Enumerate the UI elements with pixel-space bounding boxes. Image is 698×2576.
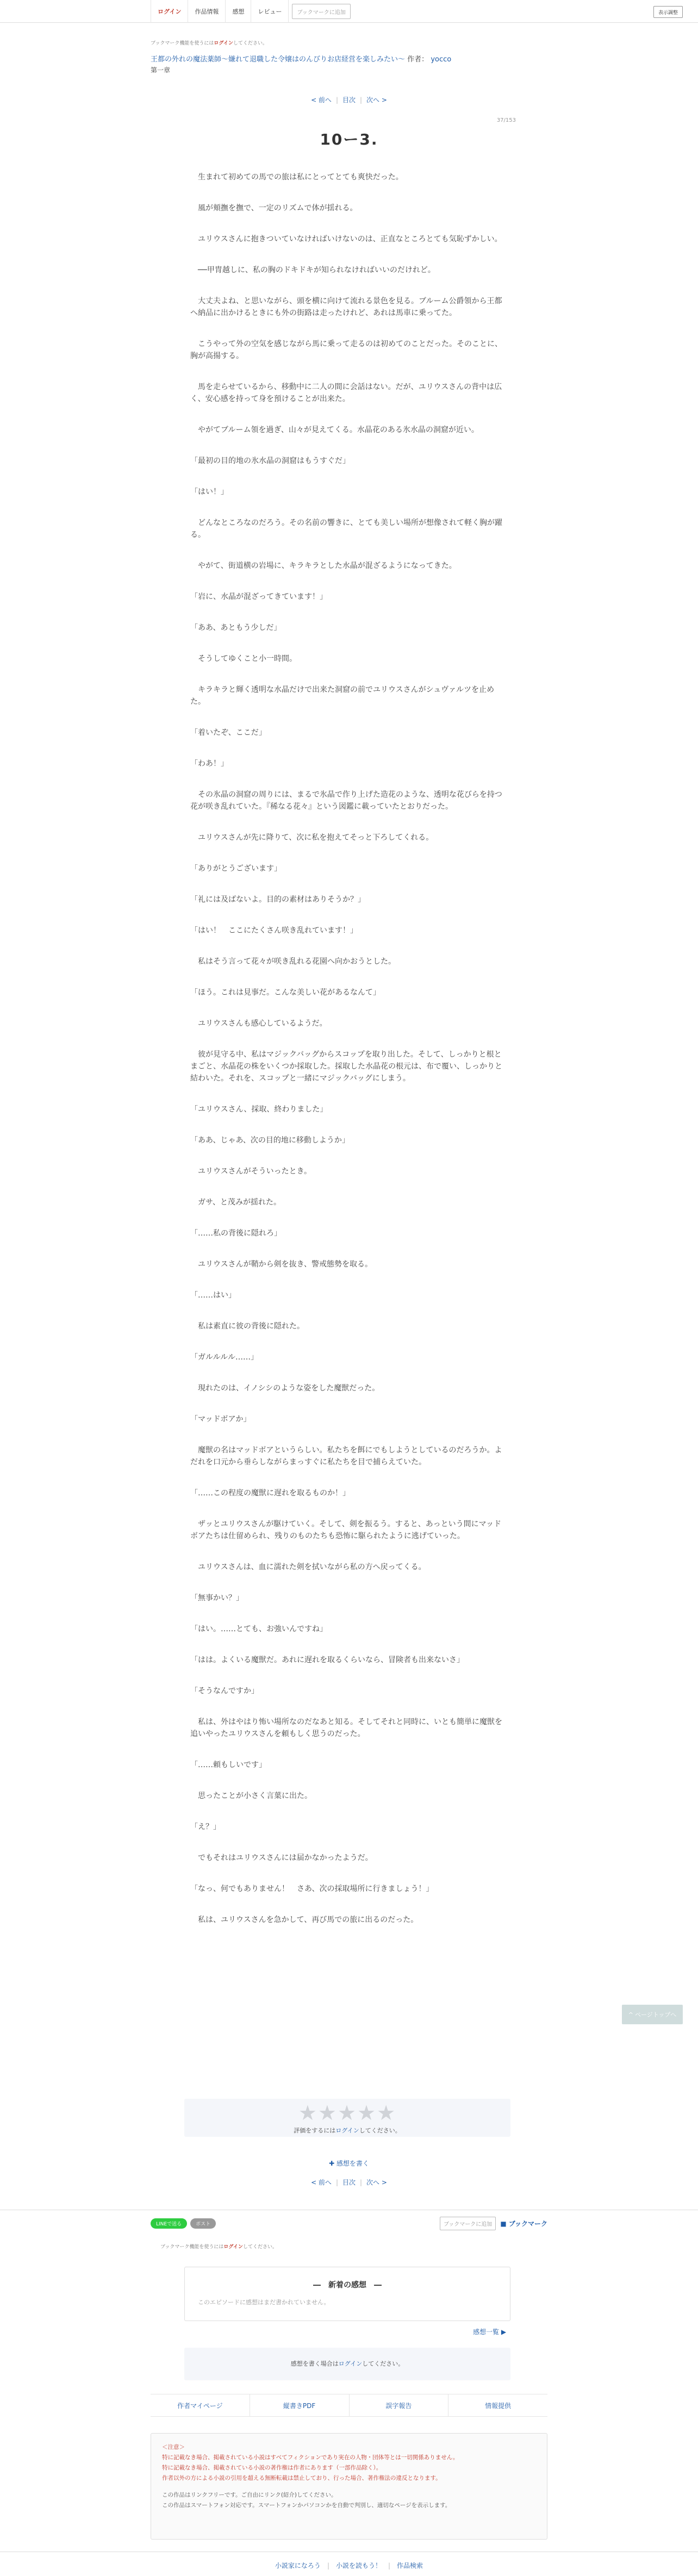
chevron-up-icon: ^ <box>628 2011 633 2018</box>
author-label: 作者： <box>407 55 429 64</box>
rev-link[interactable]: レビュー <box>251 0 289 23</box>
body-paragraph: ──甲冑越しに、私の胸のドキドキが知られなければいいのだけれど。 <box>190 266 435 275</box>
new-reviews-box <box>184 2267 510 2321</box>
body-paragraph: 「ああ、あともう少しだ」 <box>190 623 282 632</box>
next-link[interactable]: 次へ > <box>366 96 387 104</box>
review-login-box: 感想を書く場合はログインしてください。 <box>184 2348 510 2380</box>
novel-body <box>190 171 508 1945</box>
body-paragraph: でもそれはユリウスさんには届かなかったようだ。 <box>190 1854 373 1862</box>
body-paragraph: 魔獣の名はマッドボアというらしい。私たちを餌にでもしようとしているのだろうか。よだれを口元から垂らしながらまっすぐに私たちを目で捕らえていた。 <box>190 1446 502 1467</box>
x-post-button[interactable]: ポスト <box>190 2218 216 2229</box>
bookmark-login-notice: ブックマーク機能を使うにはログインしてください。 <box>151 41 267 46</box>
body-paragraph: ユリウスさんが鞘から剣を抜き、警戒態勢を取る。 <box>190 1260 373 1269</box>
chapter-label: 第一章 <box>151 66 171 74</box>
body-paragraph: 「着いたぞ、ここだ」 <box>190 728 266 737</box>
body-paragraph: その氷晶の洞窟の周りには、まるで氷晶で作り上げた造花のような、透明な花びらを持つ花が咲き乱れていた。『稀なる花々』という図鑑に載っていたとおりだった。 <box>190 790 502 811</box>
body-paragraph: ユリウスさんが先に降りて、次に私を抱えてそっと下ろしてくれる。 <box>190 833 434 842</box>
body-paragraph: 「ガルルルル……」 <box>190 1353 258 1362</box>
body-paragraph: ユリウスさんに抱きついていなければいけないのは、正直なところとても気恥ずかしい。 <box>190 235 502 244</box>
pager-top: < 前へ | 目次 | 次へ > <box>311 96 387 104</box>
body-paragraph: ガサ、と茂みが揺れた。 <box>190 1198 282 1207</box>
body-paragraph: こうやって外の空気を感じながら馬に乗って走るのは初めてのことだった。そのことに、胸が高揚する。 <box>190 340 502 360</box>
body-paragraph: ザッとユリウスさんが駆けていく。そして、剣を振るう。すると、あっという間にマッドボアたちは仕留められ、残りのものたちも恐怖に駆られたように逃げていった。 <box>190 1520 502 1540</box>
body-paragraph: 「岩に、水晶が混ざってきています！」 <box>190 592 327 601</box>
new-reviews-heading: ― 新着の感想 ― <box>313 2281 382 2290</box>
caution-title: ＜注意＞ <box>162 2444 185 2450</box>
body-paragraph: 「なっ、何でもありません！ さあ、次の採取場所に行きましょう！」 <box>190 1885 434 1893</box>
vertical-pdf-link[interactable]: 縦書きPDF <box>250 2394 350 2416</box>
caution-line: 特に記載なき場合、掲載されている小説はすべてフィクションであり実在の人物・団体等とは一切関係ありません。 <box>162 2454 459 2461</box>
notice-login-link[interactable]: ログイン <box>214 41 233 46</box>
body-paragraph: どんなところなのだろう。その名前の響きに、とても美しい場所が想像されて軽く胸が躍る。 <box>190 519 502 539</box>
author-link[interactable]: yocco <box>431 55 452 64</box>
share-row <box>151 2216 547 2231</box>
body-paragraph: 「マッドボアか」 <box>190 1415 251 1424</box>
prev-link[interactable]: < 前へ <box>311 96 332 104</box>
review-list-link[interactable]: 感想一覧 ▶ <box>473 2328 507 2336</box>
novel-header <box>151 39 547 149</box>
body-paragraph: 「はい。……とても、お強いんですね」 <box>190 1625 327 1633</box>
yomou-link[interactable]: 小説を読もう！ <box>335 2562 382 2569</box>
body-paragraph: 「最初の目的地の氷水晶の洞窟はもうすぐだ」 <box>190 457 350 465</box>
body-paragraph: ユリウスさんも感心しているようだ。 <box>190 1019 327 1028</box>
body-paragraph: 「はは。よくいる魔獣だ。あれに遅れを取るくらいなら、冒険者も出来ないさ」 <box>190 1656 464 1664</box>
write-review-link[interactable]: ✚ 感想を書く <box>329 2160 369 2167</box>
bookmark-add-button-disabled-bottom: ブックマークに追加 <box>440 2217 496 2230</box>
rating-login-notice: 評価をするにはログインしてください。 <box>294 2127 401 2134</box>
body-paragraph: キラキラと輝く透明な水晶だけで出来た洞窟の前でユリウスさんがシュヴァルツを止めた。 <box>190 685 495 706</box>
page-count: 37/153 <box>496 117 516 123</box>
page-top-label: ページトップへ <box>634 2011 677 2018</box>
body-paragraph: 「ユリウスさん、採取、終わりました」 <box>190 1105 328 1114</box>
bookmark-add-button-disabled: ブックマークに追加 <box>292 4 350 19</box>
body-paragraph: 私は素直に彼の背後に隠れた。 <box>190 1322 304 1331</box>
rating-stars[interactable]: ★★★★★ <box>298 2101 397 2125</box>
body-paragraph: 私は、外はやはり怖い場所なのだなあと知る。そしてそれと同時に、いとも簡単に魔獣を追いやったユリウスさんを頼もしく思うのだった。 <box>190 1718 502 1738</box>
toc-link-bottom[interactable]: 目次 <box>342 2179 356 2186</box>
novel-title-row <box>151 55 547 65</box>
body-paragraph: 「え？」 <box>190 1823 221 1831</box>
body-paragraph: やがて、街道横の岩場に、キラキラとした水晶が混ざるようになってきた。 <box>190 562 457 570</box>
typo-report-link[interactable]: 誤字報告 <box>350 2394 449 2416</box>
work-info-link[interactable]: 作品情報 <box>188 0 226 23</box>
bookmark-link[interactable]: ■ ブックマーク <box>500 2219 547 2228</box>
body-paragraph: 現れたのは、イノシシのような姿をした魔獣だった。 <box>190 1384 380 1393</box>
body-paragraph: 私は、ユリウスさんを急かして、再び馬での旅に出るのだった。 <box>190 1916 419 1924</box>
body-paragraph: 「ありがとうございます」 <box>190 864 282 873</box>
page-top-button[interactable] <box>622 2005 683 2024</box>
body-paragraph: 「そうなんですか」 <box>190 1687 259 1695</box>
bookmark-login-notice-bottom: ブックマーク機能を使うにはログインしてください。 <box>160 2244 277 2250</box>
info-provide-link[interactable]: 情報提供 <box>485 2402 512 2410</box>
next-link-bottom[interactable]: 次へ > <box>366 2179 387 2186</box>
body-paragraph: 「はい！ ここにたくさん咲き乱れています！」 <box>190 926 358 935</box>
body-paragraph: 思ったことが小さく言葉に出た。 <box>190 1792 312 1800</box>
display-settings-button[interactable]: 表示調整 <box>653 6 683 18</box>
body-paragraph: 私はそう言って花々が咲き乱れる花園へ向かおうとした。 <box>190 957 396 966</box>
caution-info-line: この作品はリンクフリーです。ご自由にリンク(紹介)してください。 <box>162 2492 337 2498</box>
body-paragraph: 「ほう。これは見事だ。こんな美しい花があるなんて」 <box>190 988 381 997</box>
body-paragraph: 生まれて初めての馬での旅は私にとってとても爽快だった。 <box>190 173 403 182</box>
episode-title: 10ー3. <box>320 130 378 148</box>
notice-login-link-bottom[interactable]: ログイン <box>223 2244 243 2250</box>
body-paragraph: 馬を走らせているから、移動中に二人の間に会話はない。だが、ユリウスさんの背中は広く、安心感を持って身を預けることが出来た。 <box>190 383 502 403</box>
body-paragraph: 「……頼もしいです」 <box>190 1761 266 1769</box>
body-paragraph: 「……この程度の魔獣に遅れを取るものか！」 <box>190 1489 350 1498</box>
caution-line: 作者以外の方による小説の引用を超える無断転載は禁止しており、行った場合、著作権法の違反となります。 <box>162 2475 441 2481</box>
body-paragraph: 大丈夫よね、と思いながら、頭を横に向けて流れる景色を見る。ブルーム公爵領から王都へ納品に出かけるときにも外の街路は走ったけれど、あれは馬車に乗ってた。 <box>190 297 502 317</box>
caution-box <box>151 2433 547 2540</box>
top-nav-bar <box>0 0 698 23</box>
caution-info-line: この作品はスマートフォン対応です。スマートフォンかパソコンかを自動で判別し、適切なページを表示します。 <box>162 2502 451 2509</box>
body-paragraph: 「ああ、じゃあ、次の目的地に移動しようか」 <box>190 1136 350 1145</box>
body-paragraph: 風が頬撫を撫で、一定のリズムで体が揺れる。 <box>190 204 358 213</box>
pager-bottom: < 前へ | 目次 | 次へ > <box>311 2179 387 2186</box>
narou-link[interactable]: 小説家になろう <box>275 2562 321 2569</box>
review-login-link[interactable]: ログイン <box>338 2360 363 2367</box>
no-reviews-text: このエピソードに感想はまだ書かれていません。 <box>198 2299 330 2306</box>
prev-link-bottom[interactable]: < 前へ <box>311 2179 332 2186</box>
search-link[interactable]: 作品検索 <box>397 2562 423 2569</box>
body-paragraph: 「……私の背後に隠れろ」 <box>190 1229 282 1238</box>
body-paragraph: ユリウスさんがそういったとき。 <box>190 1167 312 1176</box>
login-link[interactable]: ログイン <box>151 0 188 23</box>
body-paragraph: 彼が見守る中、私はマジックバッグからスコップを取り出した。そして、しっかりと根とまごと、水晶花の株をいくつか採取した。採取した水晶花の根元は、布で覆い、しっかりと結わいた。それを、スコップと一緒にマジックバッグにしまう。 <box>190 1050 502 1083</box>
line-share-button[interactable]: LINEで送る <box>151 2218 187 2229</box>
review-link[interactable]: 感想 <box>226 0 251 23</box>
body-paragraph: 「わあ！」 <box>190 759 228 768</box>
caution-line: 特に記載なき場合、掲載されている小説の著作権は作者にあります（一部作品除く）。 <box>162 2465 382 2471</box>
body-paragraph: 「無事かい？」 <box>190 1594 244 1602</box>
write-review-link-wrap <box>0 2159 698 2168</box>
body-paragraph: ユリウスさんは、血に濡れた剣を拭いながら私の方へ戻ってくる。 <box>190 1563 426 1571</box>
rating-box <box>184 2099 510 2137</box>
site-footer: 小説家になろう | 小説を読もう！ | 作品検索 <box>0 2552 698 2570</box>
footer-links <box>151 2394 547 2417</box>
author-mypage-link[interactable]: 作者マイページ <box>151 2394 250 2416</box>
body-paragraph: 「礼には及ばないよ。目的の素材はありそうか？」 <box>190 895 365 904</box>
body-paragraph: やがてブルーム領を過ぎ、山々が見えてくる。水晶花のある氷水晶の洞窟が近い。 <box>190 426 479 434</box>
body-paragraph: 「……はい」 <box>190 1291 236 1300</box>
novel-title-link[interactable]: 王都の外れの魔法薬師〜嫌れて退職した令嬢はのんびりお店経営を楽しみたい〜 <box>151 55 406 64</box>
toc-link[interactable]: 目次 <box>342 96 356 104</box>
body-paragraph: 「はい！」 <box>190 488 228 496</box>
rating-login-link[interactable]: ログイン <box>335 2127 359 2134</box>
body-paragraph: そうしてゆくこと小一時間。 <box>190 654 297 663</box>
